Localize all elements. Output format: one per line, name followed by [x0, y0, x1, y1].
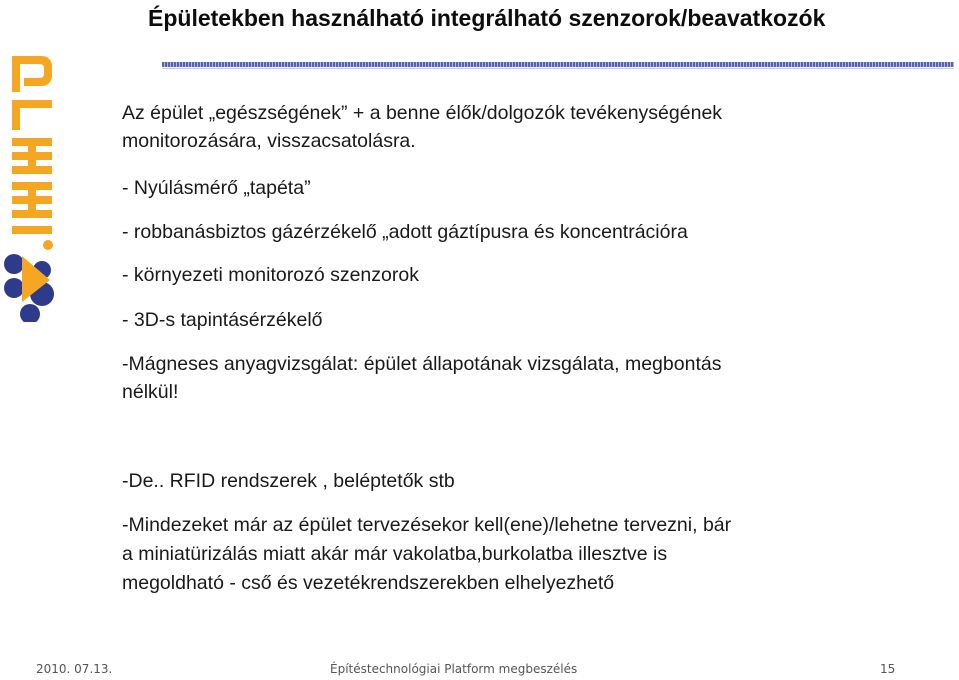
bullet-gas-detector: - robbanásbiztos gázérzékelő „adott gáztípusra és koncentrációra	[122, 221, 688, 243]
title-underline-thin	[162, 68, 954, 69]
footer-page-number: 15	[880, 662, 896, 676]
footer-center-text: Építéstechnológiai Platform megbeszélés	[330, 662, 578, 676]
bullet-env-sensors: - környezeti monitorozó szenzorok	[122, 264, 419, 286]
slide-title: Épületekben használható integrálható szenzorok/beavatkozók	[148, 5, 826, 31]
bullet-strain-gauge: - Nyúlásmérő „tapéta”	[122, 177, 311, 199]
bullet-rfid: -De.. RFID rendszerek , beléptetők stb	[122, 470, 455, 492]
body-line-intro-2: monitorozására, visszacsatolásra.	[122, 130, 416, 152]
closing-line-3: megoldható - cső és vezetékrendszerekben elhelyezhető	[122, 572, 615, 594]
closing-line-1: -Mindezeket már az épület tervezésekor kell(ene)/lehetne tervezni, bár	[122, 514, 732, 536]
bullet-tactile-sensor: - 3D-s tapintásérzékelő	[122, 309, 323, 331]
bullet-magnetic-testing-1: -Mágneses anyagvizsgálat: épület állapotának vizsgálata, megbontás	[122, 353, 722, 375]
immtp-logo-icon	[0, 52, 62, 322]
footer-date: 2010. 07.13.	[36, 662, 113, 676]
title-underline	[162, 62, 954, 67]
body-line-intro-1: Az épület „egészségének” + a benne élők/dolgozók tevékenységének	[122, 102, 723, 124]
closing-line-2: a miniatürizálás miatt akár már vakolatba,burkolatba illesztve is	[122, 543, 668, 565]
bullet-magnetic-testing-2: nélkül!	[122, 381, 179, 403]
